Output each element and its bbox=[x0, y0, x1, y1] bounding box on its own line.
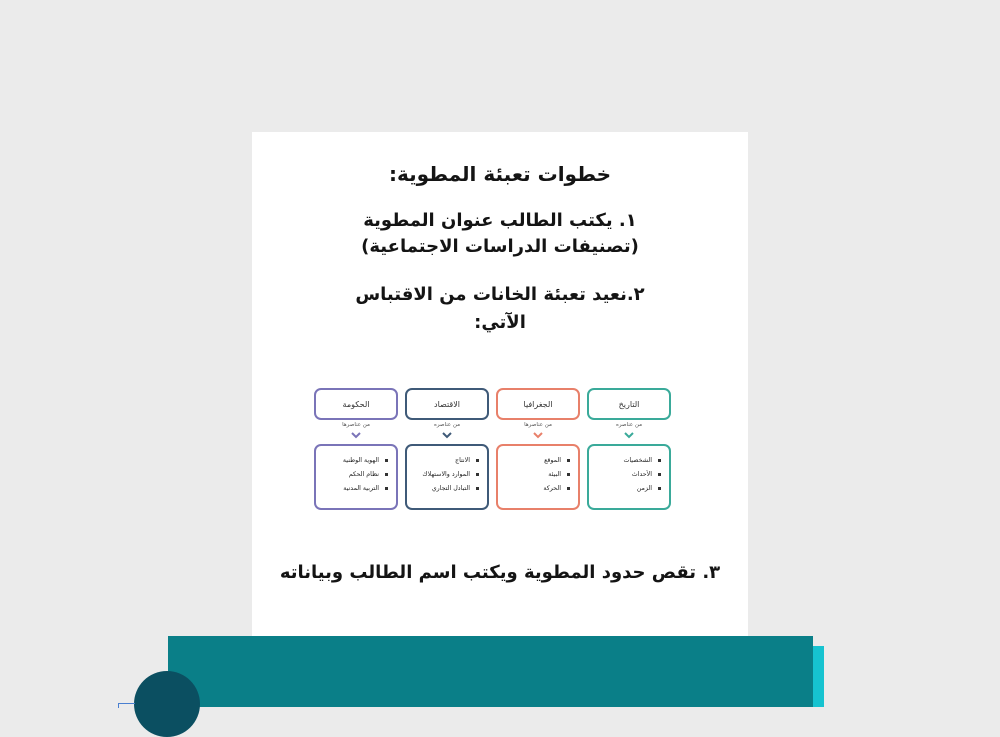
column-items-box bbox=[405, 444, 489, 510]
column-subtitle: من عناصره bbox=[615, 422, 643, 428]
bullet-icon bbox=[658, 473, 661, 476]
diagram-column-economy bbox=[405, 388, 489, 512]
step-1-line-2: (تصنيفات الدراسات الاجتماعية) bbox=[361, 236, 639, 257]
column-subtitle: من عناصرها bbox=[342, 422, 370, 428]
step-2-line-1: ٢.نعيد تعبئة الخانات من الاقتباس bbox=[355, 284, 645, 305]
footer-band bbox=[168, 636, 813, 707]
list-item: الشخصيات bbox=[589, 454, 661, 468]
corner-decoration bbox=[118, 703, 135, 708]
bullet-icon bbox=[567, 487, 570, 490]
column-items-box bbox=[587, 444, 671, 510]
list-item: الانتاج bbox=[407, 454, 479, 468]
bullet-icon bbox=[567, 473, 570, 476]
bullet-icon bbox=[658, 487, 661, 490]
accent-strip bbox=[812, 646, 824, 707]
list-item: الحركة bbox=[498, 482, 570, 496]
column-title-box: الحكومة bbox=[314, 388, 398, 420]
column-subtitle: من عناصره bbox=[433, 422, 461, 428]
column-items-box bbox=[314, 444, 398, 510]
list-item: التربية المدنية bbox=[316, 482, 388, 496]
list-item: الهوية الوطنية bbox=[316, 454, 388, 468]
list-item: الزمن bbox=[589, 482, 661, 496]
list-item: البيئة bbox=[498, 468, 570, 482]
decorative-circle bbox=[134, 671, 200, 737]
list-item: الموارد والاستهلاك bbox=[407, 468, 479, 482]
instruction-card bbox=[252, 132, 748, 642]
bullet-icon bbox=[476, 487, 479, 490]
bullet-icon bbox=[567, 459, 570, 462]
column-title-box: الجغرافيا bbox=[496, 388, 580, 420]
bullet-icon bbox=[476, 459, 479, 462]
list-item: نظام الحكم bbox=[316, 468, 388, 482]
diagram-column-government bbox=[314, 388, 398, 512]
chevron-down-icon bbox=[623, 431, 635, 439]
list-item: الموقع bbox=[498, 454, 570, 468]
step-3: ٣. تقص حدود المطوية ويكتب اسم الطالب وبياناته bbox=[279, 562, 721, 583]
column-title-box: الاقتصاد bbox=[405, 388, 489, 420]
column-items-box bbox=[496, 444, 580, 510]
bullet-icon bbox=[385, 487, 388, 490]
bullet-icon bbox=[476, 473, 479, 476]
bullet-icon bbox=[658, 459, 661, 462]
chevron-down-icon bbox=[532, 431, 544, 439]
chevron-down-icon bbox=[441, 431, 453, 439]
bullet-icon bbox=[385, 473, 388, 476]
chevron-down-icon bbox=[350, 431, 362, 439]
diagram-column-history bbox=[587, 388, 671, 512]
step-1-line-1: ١. يكتب الطالب عنوان المطوية bbox=[363, 210, 637, 231]
column-title-box: التاريخ bbox=[587, 388, 671, 420]
page-title: خطوات تعبئة المطوية: bbox=[388, 162, 611, 186]
step-2-line-2: الآتي: bbox=[474, 312, 526, 333]
bullet-icon bbox=[385, 459, 388, 462]
list-item: التبادل التجاري bbox=[407, 482, 479, 496]
list-item: الأحداث bbox=[589, 468, 661, 482]
social-studies-diagram bbox=[314, 388, 672, 512]
column-subtitle: من عناصرها bbox=[524, 422, 552, 428]
diagram-column-geography bbox=[496, 388, 580, 512]
